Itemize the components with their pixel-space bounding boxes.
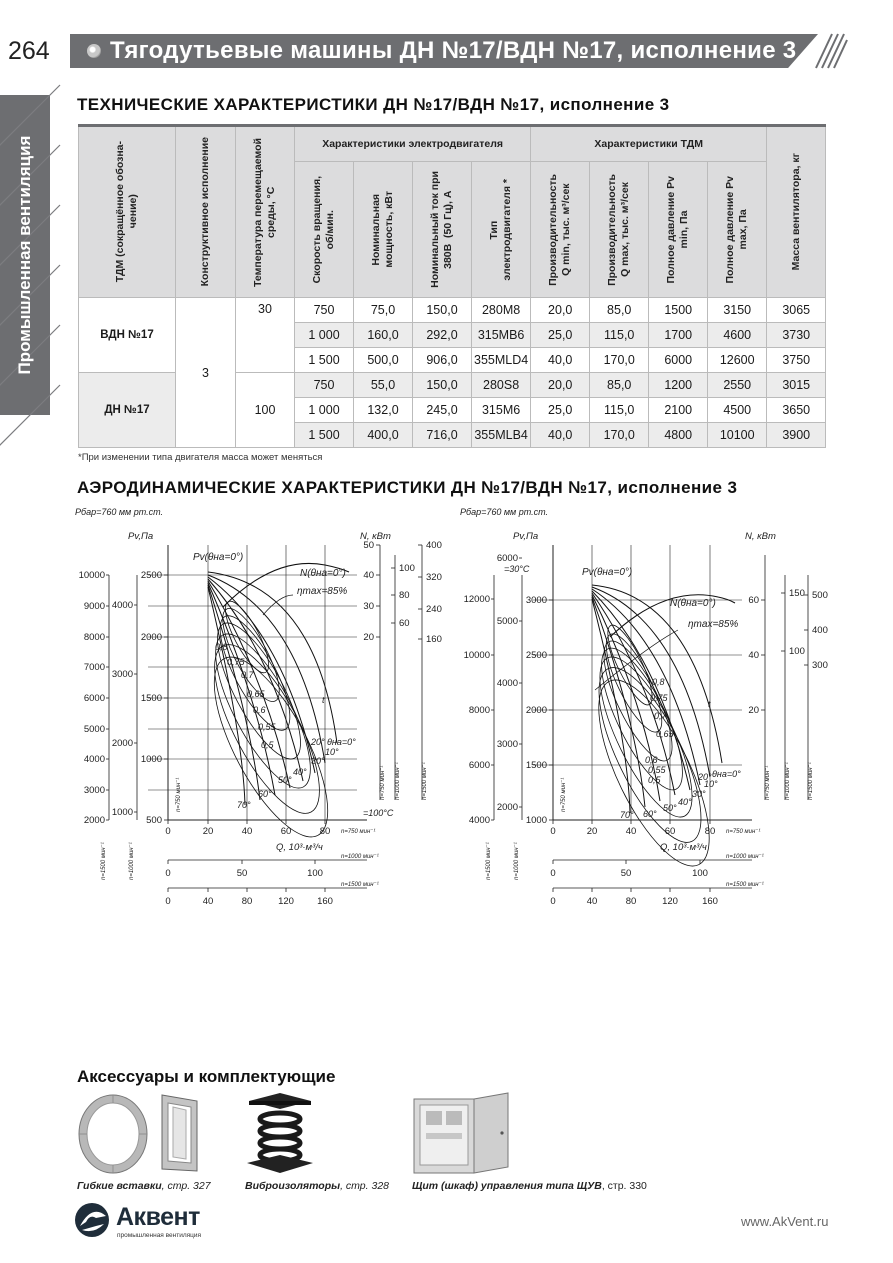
x-tick-label-1500: 120 <box>278 896 294 907</box>
table-cell: 85,0 <box>590 373 649 398</box>
y-tick-label-1500: 10000 <box>463 650 490 661</box>
y-tick-label-1000: 4000 <box>111 600 133 611</box>
side-tab-label: Промышленная вентиляция <box>15 135 34 375</box>
y-tick-label-1500: 3000 <box>83 785 105 796</box>
table-cell: 3750 <box>767 348 826 373</box>
y-tick-label-1500: 6000 <box>83 693 105 704</box>
y-tick-label-1000: 3000 <box>111 669 133 680</box>
accessory-caption-2 <box>245 1180 389 1192</box>
power-axis-title: N, кВт <box>360 531 391 542</box>
efficiency-label: 0,7 <box>654 711 667 721</box>
efficiency-label: 0,5 <box>648 775 661 785</box>
table-cell: 3150 <box>708 298 767 323</box>
table-cell: 292,0 <box>413 323 472 348</box>
power-tick-label: 20 <box>748 705 759 716</box>
temp-vdn: 30 <box>236 298 295 373</box>
pressure-curve-label: Pv(θна=0°) <box>193 552 244 563</box>
power-tick-label: 240 <box>426 604 442 615</box>
efficiency-label: 0,5 <box>261 740 274 750</box>
col-head-qmax: Производительность Q max, тыс. м³/сек <box>606 173 632 286</box>
y-tick-label-1500: 4000 <box>83 754 105 765</box>
power-tick-label: 150 <box>789 588 805 599</box>
logo-name: Аквент <box>116 1203 200 1231</box>
side-tab <box>0 95 50 415</box>
x-tick-label-1500: 80 <box>625 896 637 907</box>
y-speed-label-1500: n=1500 мин⁻¹ <box>101 842 107 880</box>
table-cell: 85,0 <box>590 298 649 323</box>
accessory-name: Щит (шкаф) управления типа ЩУВ <box>412 1180 602 1192</box>
efficiency-label: 0,65 <box>247 689 265 699</box>
col-head-pvmax: Полное давление Pv max, Па <box>724 175 750 284</box>
accessory-page-link[interactable]: , стр. 327 <box>161 1180 211 1192</box>
y-tick-label-1500: 10000 <box>78 570 105 581</box>
tech-table <box>78 124 826 448</box>
table-cell: 4800 <box>649 423 708 448</box>
page-number: 264 <box>8 37 50 65</box>
power-tick-label: 50 <box>363 540 374 551</box>
pressure-curve-30deg <box>592 591 690 790</box>
table-cell: 400,0 <box>354 423 413 448</box>
y-tick-label-1500: 8000 <box>83 632 105 643</box>
y-tick-label-750: 2000 <box>525 705 547 716</box>
y-tick-label-750: 1000 <box>525 815 547 826</box>
x-tick-label-750: 40 <box>625 826 637 837</box>
table-cell: 160,0 <box>354 323 413 348</box>
col-head-current: Номинальный ток при 380В (50 Гц), А <box>429 171 454 288</box>
efficiency-label: 0,55 <box>648 765 666 775</box>
power-tick-label: 100 <box>789 646 805 657</box>
table-cell: 3900 <box>767 423 826 448</box>
y-speed-label-1000: n=1000 мин⁻¹ <box>129 842 135 880</box>
power-tick-label: 300 <box>812 660 828 671</box>
pressure-curve-30deg <box>208 579 303 781</box>
angle-label: 60° <box>258 789 272 799</box>
table-cell: 245,0 <box>413 398 472 423</box>
aero-chart-vdn17 <box>460 507 840 907</box>
condition-pressure: Рбар=760 мм рт.ст. <box>75 507 163 517</box>
x-speed-label-1500: n=1500 мин⁻¹ <box>726 882 764 888</box>
angle-label: 30° <box>311 756 325 766</box>
x-tick-label-1500: 0 <box>550 896 556 907</box>
x-tick-label-1500: 160 <box>317 896 333 907</box>
x-speed-label-1000: n=1000 мин⁻¹ <box>726 854 764 860</box>
power-tick-label: 400 <box>426 540 442 551</box>
angle-label: 20° <box>311 737 325 747</box>
pressure-curve-label: Pv(θна=0°) <box>582 567 633 578</box>
angle-label: θна=0° <box>327 737 356 747</box>
col-head-qmin: Производительность Q min, тыс. м³/сек <box>547 173 573 286</box>
power-tick-label: 160 <box>426 634 442 645</box>
x-tick-label-1000: 100 <box>692 868 708 879</box>
accessories-title: Аксессуары и комплектующие <box>77 1067 336 1086</box>
tech-title: ТЕХНИЧЕСКИЕ ХАРАКТЕРИСТИКИ ДН №17/ВДН №17, исполнение 3 <box>77 95 670 114</box>
table-cell: 1 500 <box>295 348 354 373</box>
logo-subtitle: промышленная вентиляция <box>117 1232 202 1239</box>
y-tick-label-1000: 2000 <box>496 802 518 813</box>
table-cell: 280S8 <box>472 373 531 398</box>
temp-dn: 100 <box>236 373 295 448</box>
col-head-construct: Конструктивное исполнение <box>199 137 211 287</box>
table-cell: 3650 <box>767 398 826 423</box>
power-curve-label: N(θна=0°) <box>300 568 346 579</box>
power-speed-label: n=1500 мин⁻¹ <box>422 762 428 800</box>
table-cell: 20,0 <box>531 298 590 323</box>
angle-label: 70° <box>620 810 634 820</box>
power-tick-label: 400 <box>812 625 828 636</box>
model-name-dn: ДН №17 <box>79 373 176 448</box>
table-cell: 10100 <box>708 423 767 448</box>
table-cell: 170,0 <box>590 423 649 448</box>
col-head-tdm: ТДМ (сокращённое обозна- чение) <box>114 141 139 283</box>
table-cell: 906,0 <box>413 348 472 373</box>
x-tick-label-1500: 160 <box>702 896 718 907</box>
y-tick-label-750: 3000 <box>525 595 547 606</box>
power-tick-label: 500 <box>812 590 828 601</box>
accessory-name: Гибкие вставки <box>77 1180 162 1192</box>
col-head-temp: Температура перемещаемой среды, °С <box>252 137 277 287</box>
flexible-insert-image[interactable] <box>77 1093 202 1175</box>
col-head-pvmin: Полное давление Pv min, Па <box>665 175 691 284</box>
table-cell: 115,0 <box>590 398 649 423</box>
col-head-motor-type: Тип электродвигателя * <box>488 178 514 281</box>
accessory-page-link[interactable]: , стр. 328 <box>340 1180 389 1192</box>
accessory-page-link[interactable]: , стр. 330 <box>601 1180 647 1192</box>
table-cell: 132,0 <box>354 398 413 423</box>
table-cell: 3065 <box>767 298 826 323</box>
col-head-power: Номинальная мощность, кВт <box>370 191 395 268</box>
x-tick-label-1500: 40 <box>202 896 214 907</box>
table-cell: 716,0 <box>413 423 472 448</box>
x-axis-title: Q, 10³·м³/ч <box>660 842 707 853</box>
table-cell: 150,0 <box>413 298 472 323</box>
y-tick-label-1500: 6000 <box>468 760 490 771</box>
table-cell: 1 000 <box>295 323 354 348</box>
col-head-mass: Масса вентилятора, кг <box>789 153 802 271</box>
power-speed-label: n=1500 мин⁻¹ <box>808 762 814 800</box>
efficiency-leader <box>263 595 293 615</box>
x-speed-label-750: n=750 мин⁻¹ <box>726 829 761 835</box>
stripes-decoration-icon <box>802 34 847 68</box>
page-header <box>0 34 893 68</box>
x-tick-label-750: 80 <box>319 826 331 837</box>
efficiency-label: 0,8 <box>652 677 665 687</box>
table-cell: 1200 <box>649 373 708 398</box>
efficiency-max-label: ηmax=85% <box>297 586 348 597</box>
angle-label: 20° <box>698 772 712 782</box>
power-speed-label: n=750 мин⁻¹ <box>380 765 386 800</box>
power-tick-label: 100 <box>399 563 415 574</box>
angle-label: 30° <box>692 789 706 799</box>
angle-label: 10° <box>325 747 339 757</box>
vibration-isolator-image[interactable] <box>245 1093 315 1175</box>
x-tick-label-750: 40 <box>241 826 253 837</box>
angle-label: θна=0° <box>712 769 741 779</box>
x-tick-label-1000: 50 <box>236 868 248 879</box>
x-tick-label-1500: 0 <box>165 896 171 907</box>
angle-label: 40° <box>678 797 692 807</box>
table-cell: 750 <box>295 298 354 323</box>
x-tick-label-750: 60 <box>664 826 676 837</box>
pressure-curve-70deg <box>208 587 245 805</box>
power-speed-label: n=1000 мин⁻¹ <box>395 762 401 800</box>
table-cell: 1500 <box>649 298 708 323</box>
table-cell: 1 000 <box>295 398 354 423</box>
y-tick-label-750: 1000 <box>140 754 162 765</box>
header-title: Тягодутьевые машины ДН №17/ВДН №17, исполнение 3 <box>110 37 797 64</box>
table-cell: 355MLD4 <box>472 348 531 373</box>
construct-value: 3 <box>176 298 236 448</box>
y-tick-label-1000: 2000 <box>111 738 133 749</box>
efficiency-label: 0,75 <box>227 657 245 667</box>
y-tick-label-1500: 8000 <box>468 705 490 716</box>
x-tick-label-750: 20 <box>202 826 214 837</box>
y-tick-label-1000: 5000 <box>496 616 518 627</box>
power-tick-label: 60 <box>748 595 759 606</box>
y-tick-label-1000: 3000 <box>496 739 518 750</box>
table-cell: 4500 <box>708 398 767 423</box>
table-cell: 25,0 <box>531 323 590 348</box>
y-tick-label-750: 2000 <box>140 632 162 643</box>
group-head-tdm: Характеристики ТДМ <box>531 126 767 162</box>
y-tick-label-1500: 4000 <box>468 815 490 826</box>
table-cell: 1 500 <box>295 423 354 448</box>
y-axis-title: Pv,Па <box>513 531 539 542</box>
angle-label: 50° <box>278 775 292 785</box>
x-tick-label-750: 60 <box>280 826 292 837</box>
y-tick-label-750: 1500 <box>525 760 547 771</box>
bullet-icon <box>87 44 101 58</box>
x-tick-label-1000: 0 <box>165 868 171 879</box>
x-tick-label-1500: 40 <box>586 896 598 907</box>
power-tick-label: 60 <box>399 618 410 629</box>
angle-label: 70° <box>237 800 251 810</box>
table-cell: 40,0 <box>531 423 590 448</box>
y-tick-label-1000: 6000 <box>496 553 518 564</box>
y-tick-label-750: 2500 <box>140 570 162 581</box>
power-curve-label: N(θна=0°) <box>670 598 716 609</box>
x-speed-label-1500: n=1500 мин⁻¹ <box>341 882 379 888</box>
y-speed-label-1000: n=1000 мин⁻¹ <box>514 842 520 880</box>
table-cell: 4600 <box>708 323 767 348</box>
efficiency-label: 0,6 <box>253 705 266 715</box>
table-cell: 170,0 <box>590 348 649 373</box>
x-tick-label-750: 0 <box>550 826 556 837</box>
condition-temperature: t=30°C <box>504 564 711 709</box>
efficiency-label: 0,55 <box>258 722 276 732</box>
x-tick-label-1500: 80 <box>241 896 253 907</box>
y-speed-label-750: n=750 мин⁻¹ <box>561 777 567 812</box>
table-cell: 55,0 <box>354 373 413 398</box>
table-cell: 6000 <box>649 348 708 373</box>
table-cell: 315M6 <box>472 398 531 423</box>
efficiency-max-label: ηmax=85% <box>688 619 739 630</box>
table-cell: 115,0 <box>590 323 649 348</box>
power-tick-label: 20 <box>363 632 374 643</box>
table-cell: 315MB6 <box>472 323 531 348</box>
accessory-name: Виброизоляторы <box>245 1180 341 1192</box>
y-tick-label-750: 2500 <box>525 650 547 661</box>
x-tick-label-750: 80 <box>704 826 716 837</box>
efficiency-label: 0,65 <box>656 729 674 739</box>
x-tick-label-1000: 50 <box>620 868 632 879</box>
condition-temperature: t=100°C <box>322 695 394 818</box>
table-cell: 150,0 <box>413 373 472 398</box>
table-cell: 2100 <box>649 398 708 423</box>
accessory-caption-3 <box>412 1180 647 1192</box>
power-tick-label: 40 <box>748 650 759 661</box>
aero-chart-dn17 <box>75 507 445 907</box>
power-tick-label: 40 <box>363 570 374 581</box>
y-tick-label-1500: 5000 <box>83 724 105 735</box>
y-tick-label-1000: 1000 <box>111 807 133 818</box>
table-body <box>79 298 826 448</box>
table-cell: 1700 <box>649 323 708 348</box>
col-head-speed: Скорость вращения, об/мин. <box>311 175 336 284</box>
table-cell: 40,0 <box>531 348 590 373</box>
website-link[interactable]: www.AkVent.ru <box>741 1214 829 1229</box>
model-name-vdn: ВДН №17 <box>79 298 176 373</box>
efficiency-label: 0,6 <box>645 755 658 765</box>
condition-pressure: Рбар=760 мм рт.ст. <box>460 507 548 517</box>
y-tick-label-750: 500 <box>146 815 162 826</box>
y-tick-label-750: 1500 <box>140 693 162 704</box>
table-cell: 750 <box>295 373 354 398</box>
table-cell: 12600 <box>708 348 767 373</box>
table-cell: 3015 <box>767 373 826 398</box>
power-axis-title: N, кВт <box>745 531 776 542</box>
power-speed-label: n=750 мин⁻¹ <box>765 765 771 800</box>
efficiency-label: 0,75 <box>650 693 668 703</box>
angle-label: 50° <box>663 803 677 813</box>
table-cell: 75,0 <box>354 298 413 323</box>
x-axis-title: Q, 10³·м³/ч <box>276 842 323 853</box>
y-speed-label-1500: n=1500 мин⁻¹ <box>486 842 492 880</box>
table-cell: 25,0 <box>531 398 590 423</box>
table-footnote: *При изменении типа двигателя масса может меняться <box>78 452 323 463</box>
aero-title: АЭРОДИНАМИЧЕСКИЕ ХАРАКТЕРИСТИКИ ДН №17/ВДН №17, исполнение 3 <box>77 478 738 497</box>
angle-label: 10° <box>704 779 718 789</box>
x-tick-label-1500: 120 <box>662 896 678 907</box>
x-tick-label-1000: 0 <box>550 868 556 879</box>
group-head-motor: Характеристики электродвигателя <box>295 126 531 162</box>
table-cell: 280M8 <box>472 298 531 323</box>
angle-label: 40° <box>293 767 307 777</box>
y-tick-label-1500: 12000 <box>463 594 490 605</box>
x-speed-label-750: n=750 мин⁻¹ <box>341 829 376 835</box>
table-cell: 3730 <box>767 323 826 348</box>
accessory-caption-1 <box>77 1180 211 1192</box>
angle-label: 60° <box>643 809 657 819</box>
y-speed-label-750: n=750 мин⁻¹ <box>176 777 182 812</box>
y-tick-label-1500: 7000 <box>83 662 105 673</box>
control-cabinet-image[interactable] <box>412 1093 512 1175</box>
efficiency-label: 0,8 <box>215 642 228 652</box>
power-tick-label: 80 <box>399 590 410 601</box>
table-cell: 2550 <box>708 373 767 398</box>
efficiency-label: 0,7 <box>241 670 254 680</box>
table-cell: 20,0 <box>531 373 590 398</box>
x-tick-label-1000: 100 <box>307 868 323 879</box>
power-tick-label: 30 <box>363 601 374 612</box>
x-speed-label-1000: n=1000 мин⁻¹ <box>341 854 379 860</box>
power-speed-label: n=1000 мин⁻¹ <box>785 762 791 800</box>
y-tick-label-1500: 9000 <box>83 601 105 612</box>
table-cell: 355MLB4 <box>472 423 531 448</box>
y-tick-label-1500: 2000 <box>83 815 105 826</box>
table-cell: 500,0 <box>354 348 413 373</box>
y-axis-title: Pv,Па <box>128 531 154 542</box>
y-tick-label-1000: 4000 <box>496 678 518 689</box>
x-tick-label-750: 20 <box>586 826 598 837</box>
table-row <box>79 298 826 323</box>
power-tick-label: 320 <box>426 572 442 583</box>
x-tick-label-750: 0 <box>165 826 171 837</box>
